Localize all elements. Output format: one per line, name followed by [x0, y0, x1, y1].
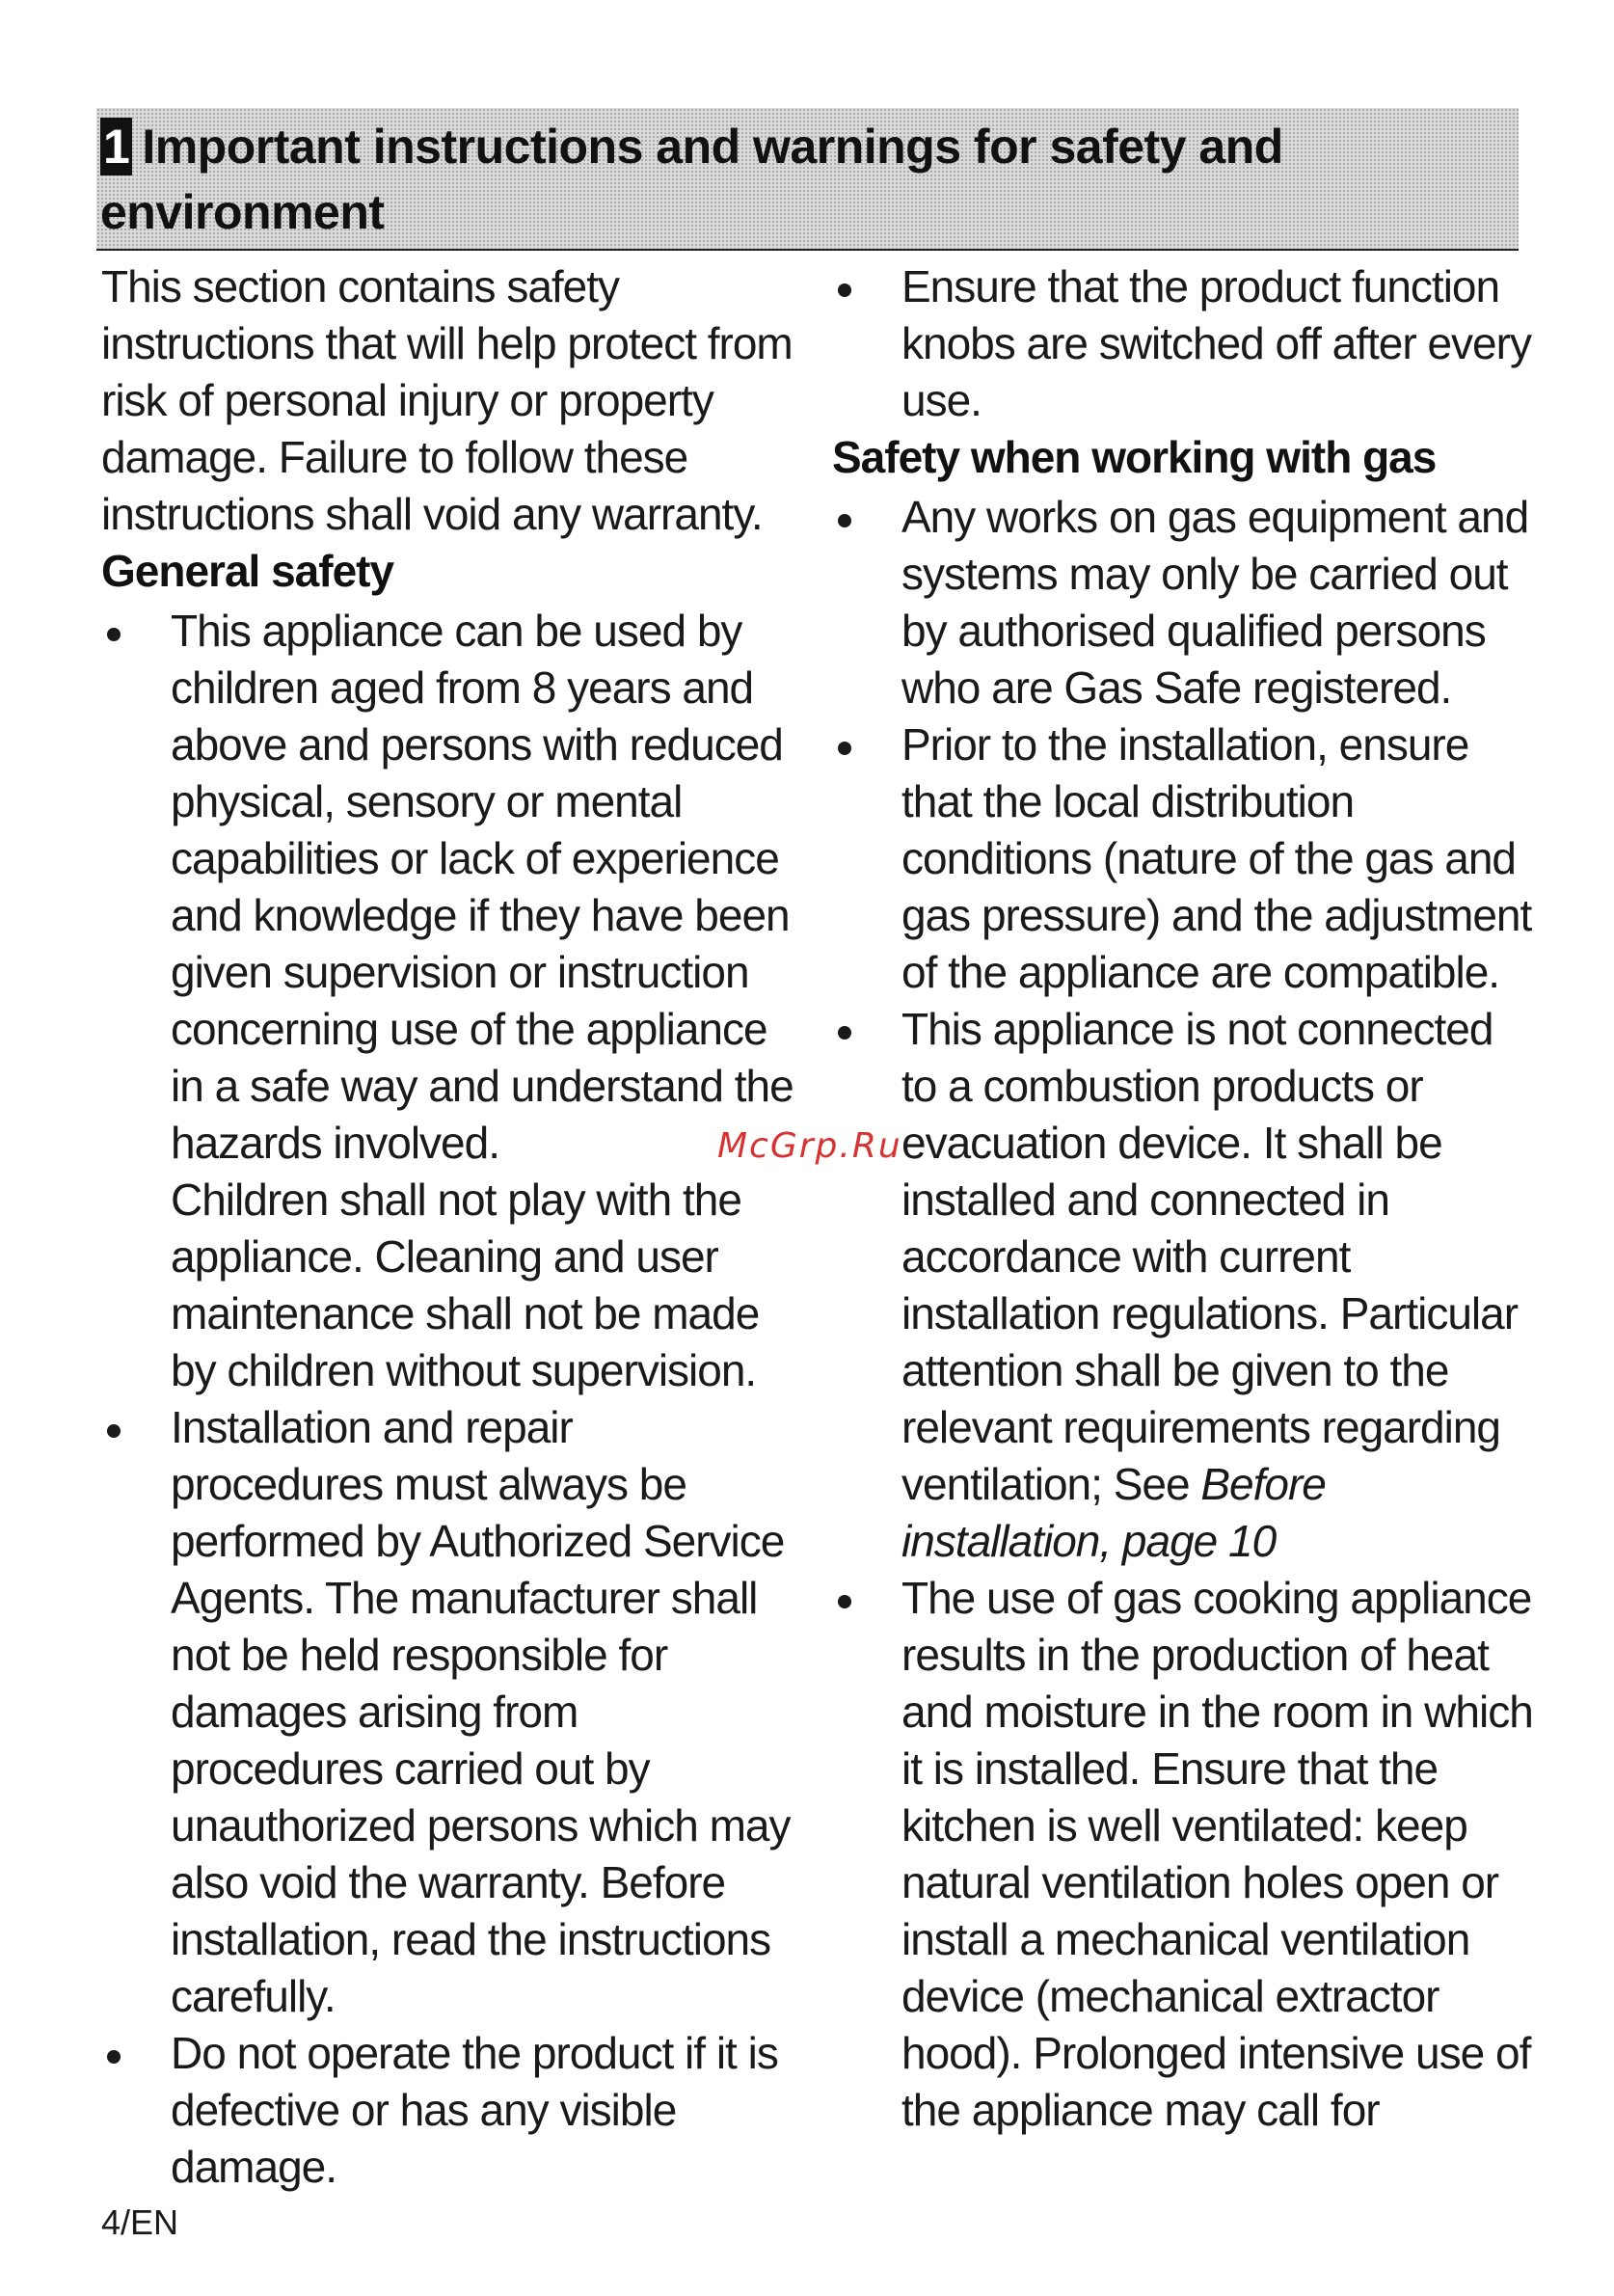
list-item-text: Any works on gas equipment and systems may only be carried out by authorised qualified persons who are Gas Safe registered. [901, 492, 1529, 713]
right-column [832, 258, 1536, 2139]
list-item-text: The use of gas cooking appliance results in the production of heat and moisture in the room in which it is installed. Ensure that the kitchen is well ventilated: keep natural ventilation holes open or install a mechanical ventilation device (mechanical extractor hood). Prolonged intensive use of the appliance may call for [901, 1573, 1533, 2135]
list-item-text: Ensure that the product function knobs are switched off after every use. [901, 261, 1531, 425]
gas-safety-list [832, 489, 1536, 2139]
list-item-text [901, 1001, 1536, 1570]
function-knobs-list [832, 258, 1536, 429]
list-item [101, 1399, 795, 2025]
chapter-number: 1 [100, 118, 132, 176]
list-item [832, 716, 1536, 1001]
list-item [832, 258, 1536, 429]
gas-safety-heading: Safety when working with gas [832, 432, 1437, 482]
cross-reference-link[interactable]: Before installation, page 10 [901, 1459, 1326, 1566]
section-title [100, 114, 1450, 245]
list-item [832, 489, 1536, 716]
bullet-icon [838, 1595, 851, 1608]
page-number: 4/EN [101, 2202, 179, 2242]
watermark-text: McGrp.Ru [717, 1126, 902, 1166]
list-item-text: Installation and repair procedures must always be performed by Authorized Service Agents. The manufacturer shall not be held responsible for damages arising from procedures carried out by unauthorized persons which may also void the warranty. Before installation, read the instructions carefully. [171, 1402, 791, 2021]
general-safety-list [101, 603, 795, 2196]
bullet-icon [838, 1026, 851, 1040]
list-item-text: This appliance can be used by children aged from 8 years and above and persons with reduced physical, sensory or mental capabilities or lack of experience and knowledge if they have been given supervision or instruction concerning use of the appliance in a safe way and understand the hazards involved. [171, 606, 794, 1168]
general-safety-heading: General safety [101, 546, 394, 596]
list-item-text: Do not operate the product if it is defective or has any visible damage. [171, 2028, 778, 2192]
section-header [96, 108, 1519, 251]
bullet-icon [838, 742, 851, 755]
list-item [101, 2025, 795, 2196]
bullet-icon [107, 2050, 121, 2064]
list-item-body: This appliance is not connected to a combustion products or evacuation device. It shall be installed and connected in accordance with current installation regulations. Particular attention shall be given to the relevant requirements regarding ventilation; See [901, 1004, 1519, 1509]
bullet-icon [838, 514, 851, 527]
intro-paragraph: This section contains safety instructions that will help protect from risk of personal injury or property damage. Failure to follow these instructions shall void any warranty. [101, 261, 793, 539]
list-item [832, 1001, 1536, 1570]
bullet-icon [107, 628, 121, 641]
list-item [101, 603, 795, 1399]
list-item-text: Prior to the installation, ensure that the local distribution conditions (nature of the gas and gas pressure) and the adjustment of the appliance are compatible. [901, 719, 1532, 997]
bullet-icon [838, 284, 851, 297]
left-column [101, 258, 795, 2196]
list-item-continuation: Children shall not play with the appliance. Cleaning and user maintenance shall not be made by children without supervision. [171, 1175, 760, 1395]
bullet-icon [107, 1424, 121, 1438]
section-title-text: Important instructions and warnings for safety and environment [100, 120, 1283, 239]
list-item [832, 1570, 1536, 2139]
